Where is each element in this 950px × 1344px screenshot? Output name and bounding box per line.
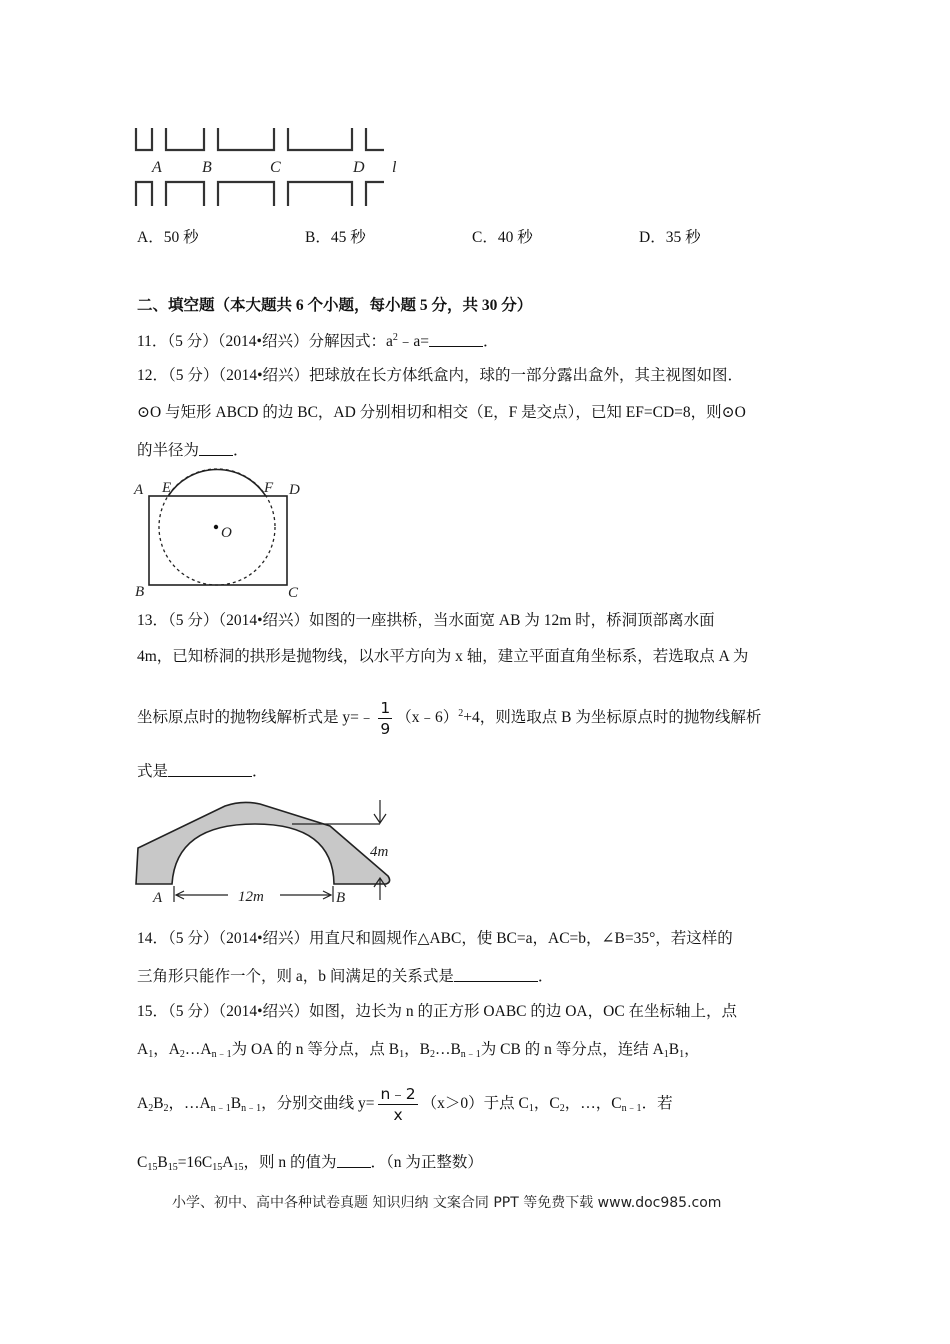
question-15-line3-a: $A_2B_2$，$\dots A_{n﹣1}B_{n﹣1}$，分别交曲线 y= bbox=[137, 1095, 375, 1114]
choice-b: B．45 秒 bbox=[305, 229, 366, 246]
label-A: A bbox=[134, 482, 144, 498]
question-15-line4: $C_{15}B_{15}=16C_{15}A_{15}$，则 n 的值为 ．（n 为正整数） bbox=[137, 1154, 483, 1173]
page-footer: 小学、初中、高中各种试卷真题 知识归纳 文案合同 PPT 等免费下载 www.doc985.com bbox=[172, 1195, 722, 1211]
answer-blank[interactable] bbox=[199, 440, 233, 456]
label-D: D bbox=[289, 482, 300, 498]
section-title: 二、填空题（本大题共 6 个小题，每小题 5 分，共 30 分） bbox=[137, 297, 533, 314]
question-14-line2: 三角形只能作一个，则 a，b 间满足的关系式是 ． bbox=[137, 968, 554, 985]
answer-blank[interactable] bbox=[337, 1152, 371, 1168]
question-15-line3 bbox=[137, 1082, 673, 1126]
answer-blank[interactable] bbox=[168, 761, 252, 777]
question-12-line2: ⊙O 与矩形 ABCD 的边 BC，AD 分别相切和相交（E，F 是交点），已知 EF=CD=8，则⊙O bbox=[137, 404, 746, 421]
fraction: $\frac{1}{9}$ bbox=[380, 698, 391, 738]
label-O: O bbox=[221, 525, 232, 541]
label-l: l bbox=[392, 159, 397, 176]
question-11: 11．（5 分）（2014•绍兴）分解因式：$a^2﹣a=$ ． bbox=[137, 332, 499, 350]
question-13-line3: 坐标原点时的抛物线解析式是 y=﹣ $\frac{1}{9}$ （x﹣6）$^2$+4，则选取点 B 为坐标原点时的抛物线解析 bbox=[137, 698, 762, 738]
question-15-line4-a: $C_{15}B_{15}=16C_{15}A_{15}$，则 n 的值为 bbox=[137, 1154, 337, 1173]
choice-c: C．40 秒 bbox=[472, 229, 533, 246]
question-15-line3-b: （x＞0）于点 $C_1$，$C_2$，…，$C_{n﹣1}$．若 bbox=[421, 1095, 673, 1114]
label-C: C bbox=[270, 159, 281, 176]
label-C: C bbox=[288, 585, 299, 601]
label-E: E bbox=[162, 480, 172, 496]
answer-blank[interactable] bbox=[454, 966, 538, 982]
question-12-line1: 12．（5 分）（2014•绍兴）把球放在长方体纸盒内，球的一部分露出盒外，其主视图如图． bbox=[137, 367, 744, 384]
choice-a: A．50 秒 bbox=[137, 229, 199, 246]
label-B: B bbox=[202, 159, 212, 176]
question-13-line2: 4m，已知桥洞的拱形是抛物线，以水平方向为 x 轴，建立平面直角坐标系，若选取点 A 为 bbox=[137, 648, 749, 665]
label-D: D bbox=[353, 159, 365, 176]
label-12m: 12m bbox=[238, 889, 264, 905]
question-15-line1: 15．（5 分）（2014•绍兴）如图，边长为 n 的正方形 OABC 的边 OA，OC 在坐标轴上，点 bbox=[137, 1003, 738, 1020]
road-figure bbox=[130, 124, 410, 216]
answer-blank[interactable] bbox=[429, 331, 483, 347]
label-F: F bbox=[264, 480, 274, 496]
arch-bridge-figure bbox=[130, 798, 400, 910]
question-15-line2: $A_1$，$A_2\dots A_{n﹣1}$为 OA 的 n 等分点，点 $B_1$，$B_2\dots B_{n﹣1}$为 CB 的 n 等分点，连结 $A_1B_1$， bbox=[137, 1041, 700, 1060]
circle-rectangle-figure bbox=[130, 466, 310, 602]
question-13-line1: 13．（5 分）（2014•绍兴）如图的一座拱桥，当水面宽 AB 为 12m 时，桥洞顶部离水面 bbox=[137, 612, 715, 629]
question-14-line1: 14．（5 分）（2014•绍兴）用直尺和圆规作△ABC，使 BC=a，AC=b，∠B=35°，若这样的 bbox=[137, 930, 733, 947]
choice-d: D．35 秒 bbox=[639, 229, 701, 246]
label-4m: 4m bbox=[370, 844, 389, 860]
label-A: A bbox=[152, 159, 162, 176]
label-B: B bbox=[336, 890, 346, 906]
question-13-line4: 式是 ． bbox=[137, 763, 268, 780]
label-A: A bbox=[153, 890, 163, 906]
question-12-line3: 的半径为 ． bbox=[137, 442, 249, 459]
fraction: $\frac{n﹣2}{x}$ bbox=[380, 1084, 416, 1124]
label-B: B bbox=[135, 584, 145, 600]
